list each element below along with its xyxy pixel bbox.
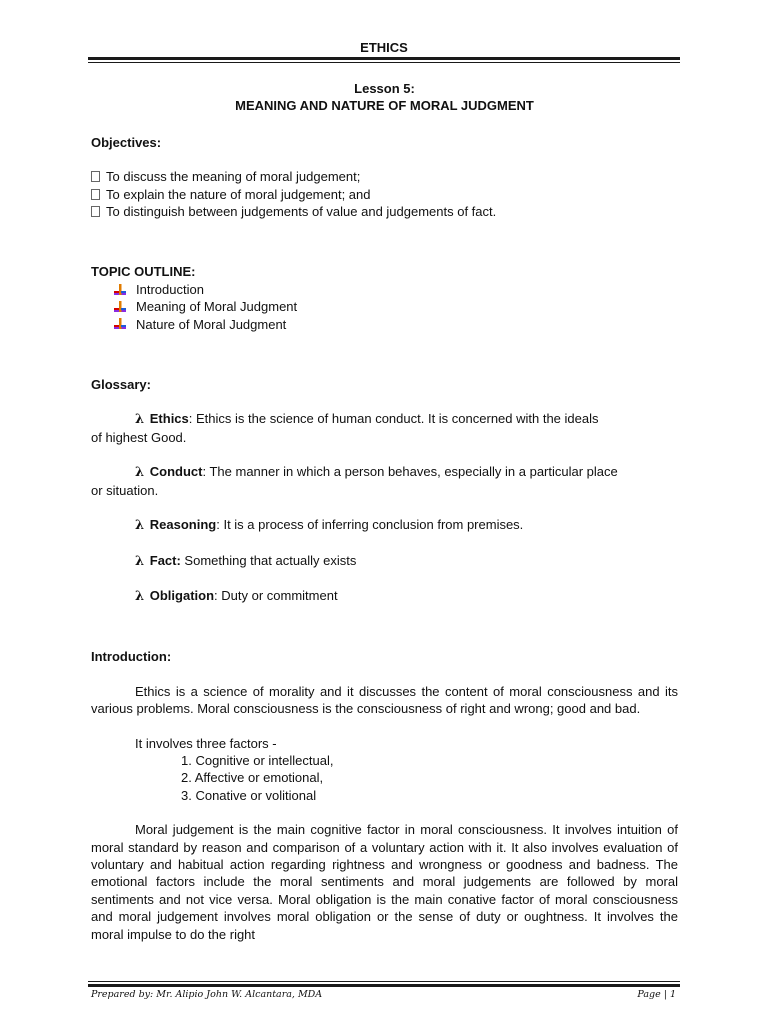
- introduction-paragraph-2: Moral judgement is the main cognitive factor in moral consciousness. It involves intuition of moral standard by reason and comparison of a voluntary action with it. It also involves evaluation of voluntary and habitual action regarding rightness and wrongness or goodness and badness. The emotional factors include the moral sentiments and moral judgements are followed by moral sentiments and not vice versa. Moral obligation is the main conative factor of moral consciousness and moral judgement involves moral obligation or the sense of duty or oughtness. It involves the moral impulse to do the right: [91, 822, 678, 942]
- glossary-entry-fact: λ Fact: Something that actually exists: [135, 552, 357, 569]
- topic-item: Introduction: [113, 281, 678, 298]
- factor-item: 1. Cognitive or intellectual,: [181, 752, 334, 768]
- objectives-list: [91, 168, 678, 220]
- factor-item: 2. Affective or emotional,: [181, 770, 324, 786]
- objective-item: To explain the nature of moral judgement; and: [91, 186, 678, 203]
- pushpin-bullet-icon: [113, 283, 127, 297]
- footer-page-number: Page | 1: [637, 989, 676, 1000]
- glossary-entry-conduct: λ Conduct: The manner in which a person behaves, especially in a particular place or situation.: [91, 464, 618, 498]
- topic-item: Nature of Moral Judgment: [113, 316, 678, 333]
- checkbox-glyph-icon: [91, 189, 100, 200]
- footer-rule-thick: [88, 984, 680, 987]
- objective-item: To discuss the meaning of moral judgement;: [91, 168, 678, 185]
- factors-intro: It involves three factors -: [135, 735, 277, 751]
- lambda-bullet-icon: λ: [135, 465, 145, 481]
- glossary-entry-ethics: λ Ethics: Ethics is the science of human conduct. It is concerned with the ideals of highest Good.: [91, 411, 599, 445]
- footer-prepared-by: Prepared by: Mr. Alipio John W. Alcantara, MDA: [91, 989, 323, 1000]
- glossary-entry-reasoning: λ Reasoning: It is a process of inferring conclusion from premises.: [135, 517, 524, 534]
- checkbox-glyph-icon: [91, 206, 100, 217]
- topic-outline-heading: TOPIC OUTLINE:: [91, 264, 196, 280]
- pushpin-bullet-icon: [113, 317, 127, 331]
- topic-outline-list: [91, 281, 678, 333]
- introduction-paragraph-1: Ethics is a science of morality and it discusses the content of moral consciousness and its various problems. Moral consciousness is the consciousness of right and wrong; good and bad.: [91, 683, 678, 717]
- lesson-title: MEANING AND NATURE OF MORAL JUDGMENT: [235, 98, 534, 114]
- objectives-heading: Objectives:: [91, 134, 162, 150]
- lambda-bullet-icon: λ: [135, 518, 145, 534]
- lesson-number: Lesson 5:: [354, 81, 415, 96]
- header-rule-thick: [88, 57, 680, 60]
- header-title: ETHICS: [360, 40, 408, 55]
- topic-item: Meaning of Moral Judgment: [113, 298, 678, 315]
- factor-item: 3. Conative or volitional: [181, 787, 317, 803]
- checkbox-glyph-icon: [91, 171, 100, 182]
- pushpin-bullet-icon: [113, 300, 127, 314]
- lambda-bullet-icon: λ: [135, 412, 145, 428]
- lambda-bullet-icon: λ: [135, 588, 145, 604]
- introduction-heading: Introduction:: [91, 649, 172, 665]
- page-content: [91, 80, 678, 943]
- objective-item: To distinguish between judgements of value and judgements of fact.: [91, 203, 678, 220]
- header-rule-thin: [88, 62, 680, 63]
- glossary-heading: Glossary:: [91, 377, 151, 393]
- lambda-bullet-icon: λ: [135, 553, 145, 569]
- footer-rule-thin: [88, 981, 680, 982]
- factors-list: [91, 752, 678, 804]
- glossary-entry-obligation: λ Obligation: Duty or commitment: [135, 587, 338, 604]
